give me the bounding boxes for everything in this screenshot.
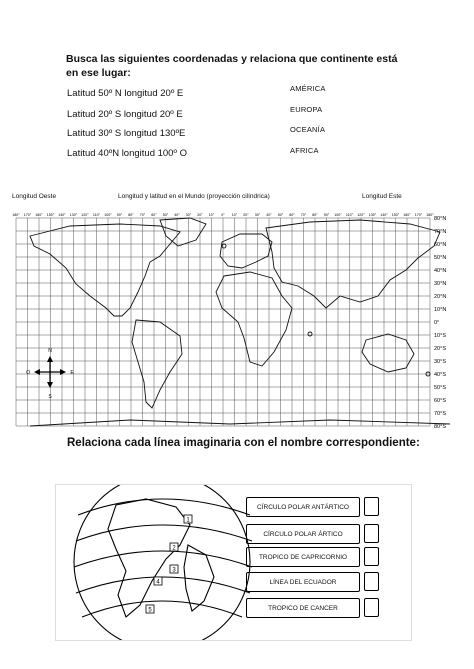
continent-option: OCEANÍA [290,125,326,134]
longitude-tick-label: 10° [208,213,215,217]
longitude-tick-label: 90° [323,213,330,217]
globe-line [82,601,242,617]
longitude-tick-label: 120° [357,213,365,217]
globe-line [76,577,250,593]
compass-o: O [26,370,30,376]
longitude-tick-label: 150° [46,213,55,217]
answer-box[interactable] [364,524,379,543]
longitude-tick-label: 170° [414,213,423,217]
latitude-tick-label: 40°N [434,268,447,274]
longitude-tick-label: 130° [368,213,377,217]
longitude-tick-label: 110° [345,213,354,217]
map-west-label: Longitud Oeste [12,193,57,200]
longitude-tick-label: 20° [197,213,203,217]
longitude-tick-label: 180° [426,213,434,217]
south-america-shape [132,320,182,408]
longitude-tick-label: 80° [312,213,318,217]
globe-number: 2 [172,545,176,552]
globe-number: 5 [148,607,152,614]
section2-title: Relaciona cada línea imaginaria con el nombre correspondiente: [67,437,420,449]
longitude-tick-label: 40° [174,213,180,217]
globe-line [78,499,250,515]
latitude-tick-label: 80°N [434,216,447,222]
globe-line [76,525,252,541]
coordinate-item: Latitud 40ºN longitud 100º O [67,148,187,159]
longitude-tick-label: 70° [300,213,307,217]
latitude-tick-label: 30°N [434,281,447,287]
longitude-tick-label: 130° [69,213,78,217]
island-shape [308,332,312,336]
map-east-label: Longitud Este [362,193,402,200]
longitude-tick-label: 30° [185,213,192,217]
map-title: Longitud y latitud en el Mundo (proyección cilíndrica) [118,193,270,200]
line-label-cancer: TROPICO DE CANCER [246,598,360,618]
latitude-tick-label: 30°S [434,359,446,365]
latitude-labels [434,216,446,430]
continent-option: EUROPA [290,105,323,114]
globe-number: 1 [186,517,190,524]
answer-box[interactable] [364,572,379,591]
island-shape [222,244,226,248]
longitude-tick-label: 100° [334,213,342,217]
latitude-tick-label: 10°N [434,307,447,313]
globe-land-shape [108,499,190,617]
line-label-antarctic: CÍRCULO POLAR ANTÁRTICO [246,497,360,517]
compass-e: E [70,370,74,376]
longitude-tick-label: 150° [391,213,400,217]
compass-n: N [48,348,52,354]
australia-shape [362,334,414,372]
longitude-tick-label: 180° [12,213,20,217]
longitude-tick-label: 90° [116,213,123,217]
globe-outline [74,485,250,640]
coordinate-item: Latitud 30º S longitud 130ºE [67,128,186,139]
longitude-tick-label: 140° [380,213,388,217]
longitude-tick-label: 80° [128,213,134,217]
longitude-tick-label: 60° [289,213,295,217]
world-map [10,212,465,434]
longitude-tick-label: 40° [266,213,272,217]
answer-box[interactable] [364,547,379,566]
coordinate-item: Latitud 50º N longitud 20º E [67,88,184,99]
latitude-tick-label: 60°S [434,398,446,404]
coordinate-item: Latitud 20º S longitud 20º E [67,109,183,120]
longitude-tick-label: 30° [254,213,261,217]
latitude-tick-label: 50°N [434,255,447,261]
latitude-tick-label: 20°N [434,294,447,300]
longitude-tick-label: 70° [139,213,146,217]
longitude-tick-label: 160° [35,213,43,217]
latitude-tick-label: 0° [434,320,440,326]
longitude-ticks [12,213,434,217]
longitude-tick-label: 60° [151,213,157,217]
longitude-tick-label: 0° [221,213,225,217]
latitude-tick-label: 50°S [434,385,446,391]
answer-box[interactable] [364,497,379,516]
continent-option: AFRICA [290,146,319,155]
latitude-tick-label: 40°S [434,372,446,378]
longitude-tick-label: 50° [162,213,169,217]
longitude-tick-label: 100° [104,213,112,217]
line-label-equator: LÍNEA DEL ECUADOR [246,572,360,592]
instructions-text: Busca las siguientes coordenadas y relaciona que continente está en ese lugar: [66,53,398,79]
map-grid [16,218,430,426]
continent-option: AMÉRICA [290,84,326,93]
longitude-tick-label: 140° [58,213,66,217]
longitude-tick-label: 120° [81,213,89,217]
latitude-tick-label: 70°N [434,229,447,235]
greenland-shape [160,218,206,246]
longitude-tick-label: 160° [403,213,411,217]
globe-number: 3 [172,567,176,574]
globe-number: 4 [156,579,160,586]
longitude-tick-label: 10° [231,213,238,217]
line-label-arctic: CÍRCULO POLAR ÁRTICO [246,524,360,544]
latitude-tick-label: 80°S [434,424,446,430]
latitude-tick-label: 60°N [434,242,447,248]
longitude-tick-label: 110° [92,213,101,217]
latitude-tick-label: 10°S [434,333,446,339]
compass-s: S [48,394,52,400]
longitude-tick-label: 50° [277,213,284,217]
latitude-tick-label: 70°S [434,411,446,417]
longitude-tick-label: 20° [243,213,249,217]
answer-box[interactable] [364,598,379,617]
line-label-capricorn: TROPICO DE CAPRICORNIO [246,547,360,567]
latitude-tick-label: 20°S [434,346,446,352]
antarctica-shape [30,420,450,426]
longitude-tick-label: 170° [23,213,32,217]
